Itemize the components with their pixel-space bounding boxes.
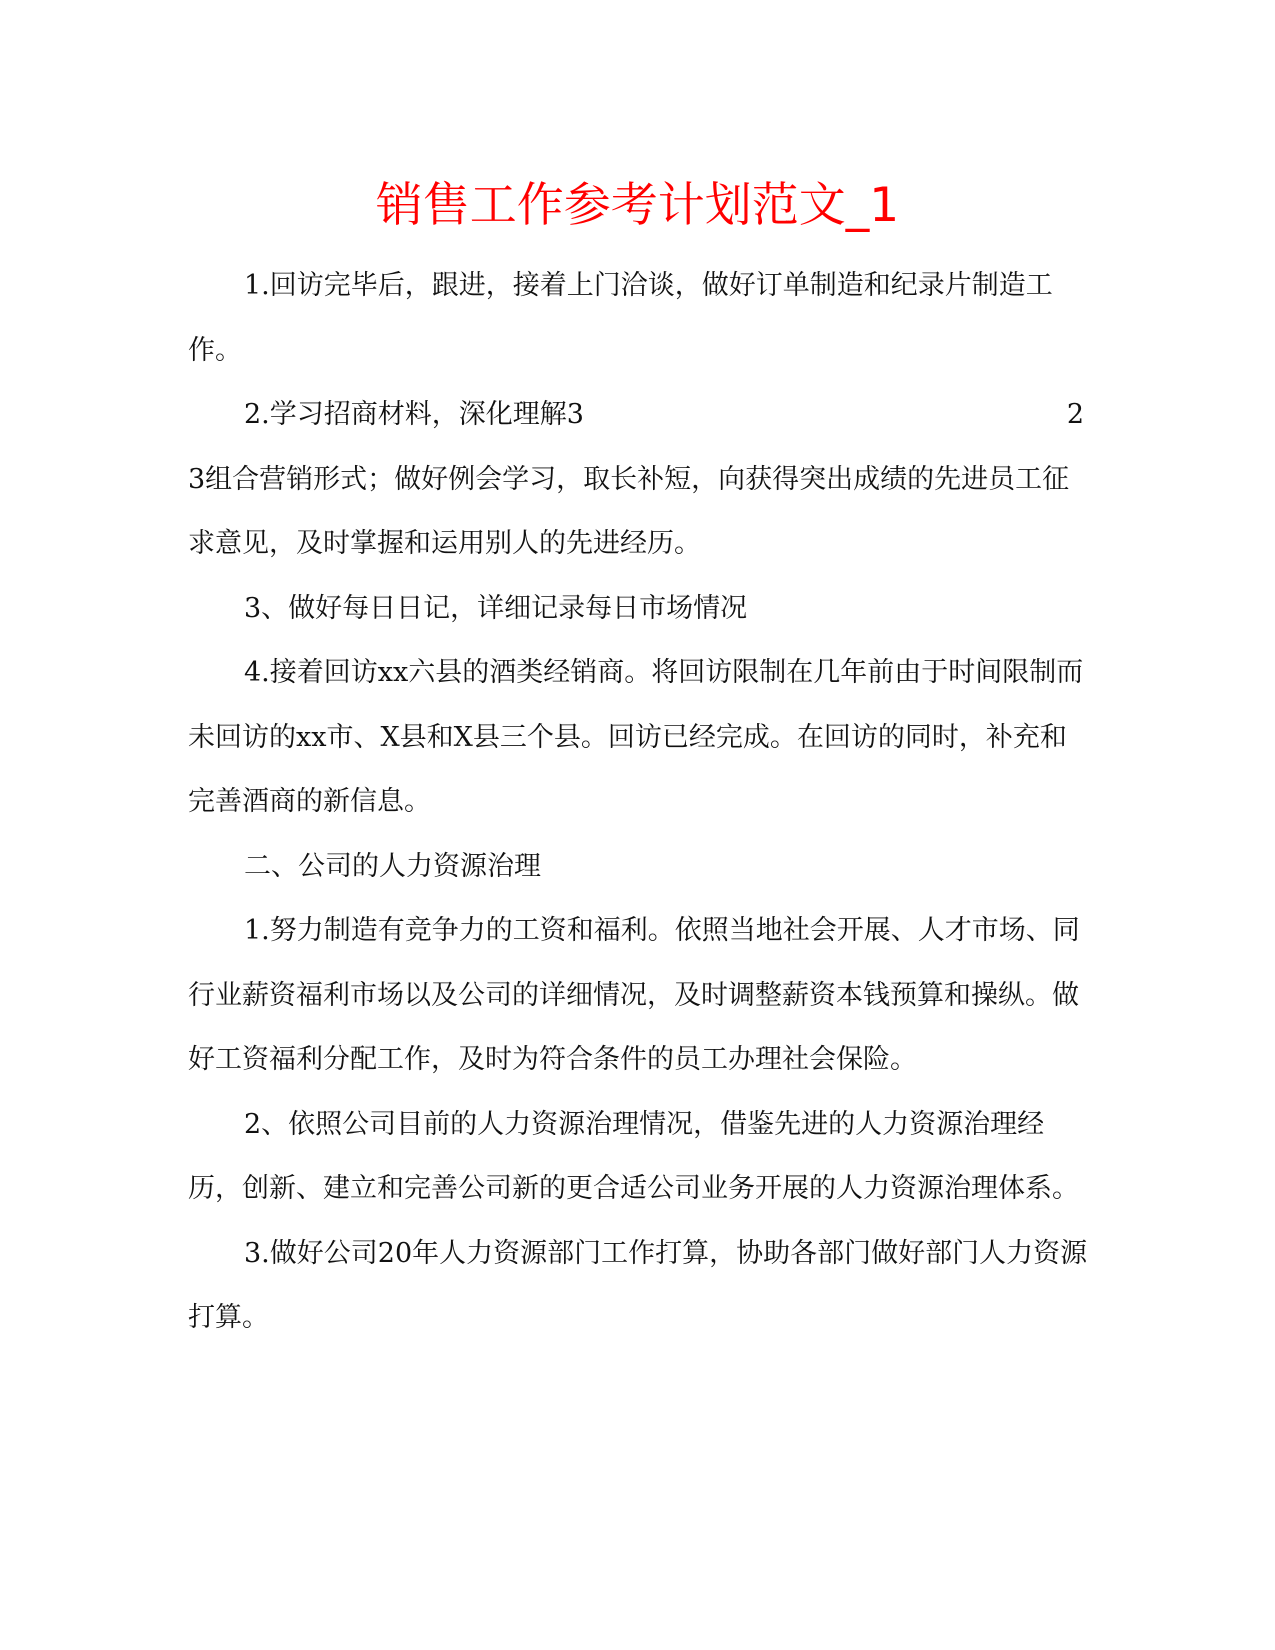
section-heading-hr: 二、公司的人力资源治理 [244,850,541,882]
paragraph-8: 3.做好公司20年人力资源部门工作打算，协助各部门做好部门人力资源打算。 [188,1237,1088,1333]
paragraph-3: 3、做好每日日记，详细记录每日市场情况 [244,592,748,624]
paragraph-2-line-1 [188,383,1088,448]
paragraph-2-continuation: 3组合营销形式；做好例会学习，取长补短，向获得突出成绩的先进员工征求意见，及时掌握和运用别人的先进经历。 [188,463,1070,559]
paragraph-2-left-text: 2.学习招商材料，深化理解3 [244,399,584,430]
paragraph-7: 2、依照公司目前的人力资源治理情况，借鉴先进的人力资源治理经历，创新、建立和完善公司新的更合适公司业务开展的人力资源治理体系。 [188,1108,1079,1204]
document-body [188,254,1088,1351]
paragraph-2-right-number: 2 [1066,399,1084,430]
document-title: 销售工作参考计划范文_1 [375,178,900,233]
paragraph-4: 4.接着回访xx六县的酒类经销商。将回访限制在几年前由于时间限制而未回访的xx市、X县和X县三个县。回访已经完成。在回访的同时，补充和完善酒商的新信息。 [188,657,1084,817]
paragraph-1: 1.回访完毕后，跟进，接着上门洽谈，做好订单制造和纪录片制造工作。 [188,270,1053,366]
paragraph-6: 1.努力制造有竞争力的工资和福利。依照当地社会开展、人才市场、同行业薪资福利市场以及公司的详细情况，及时调整薪资本钱预算和操纵。做好工资福利分配工作，及时为符合条件的员工办理社会保险。 [188,915,1080,1075]
